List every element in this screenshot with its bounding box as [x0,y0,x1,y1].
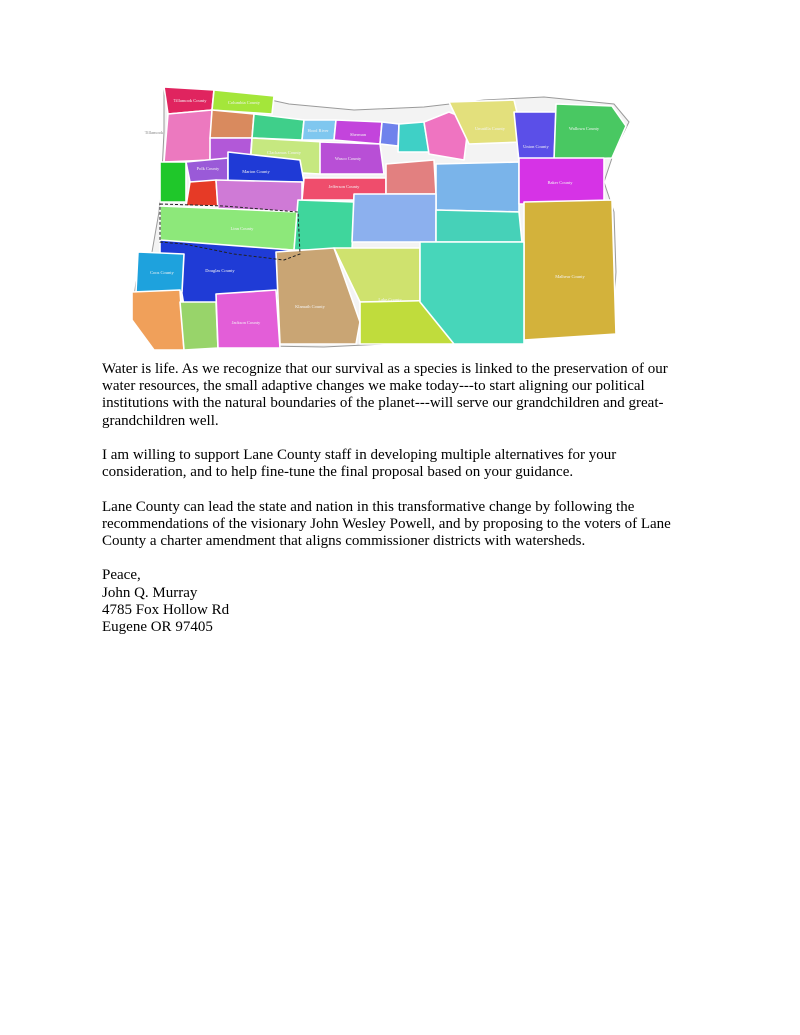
region-union [514,112,556,162]
label-jackson: Jackson County [231,320,261,325]
region-jackson [216,290,280,348]
signature-block [102,567,702,636]
letter-body [102,361,702,636]
region-wallowa [554,104,626,160]
label-malheur: Malheur County [555,274,585,279]
region-benton [186,180,218,206]
paragraph-support: I am willing to support Lane County staff in developing multiple alternatives for your consideration, and to help fine-tune the final proposal based on your guidance. [102,447,617,481]
label-douglas: Douglas County [205,268,235,273]
closing: Peace, [102,567,141,584]
label-klamath: Klamath County [295,304,325,309]
label-columbia: Columbia County [227,100,261,105]
label-wallowa: Wallowa County [568,126,600,131]
label-hood-river: Hood River [307,128,329,133]
region-linn [216,180,302,212]
region-gilliam [380,122,399,146]
label-wasco: Wasco County [334,156,362,161]
label-polk: Polk County [196,166,220,171]
oregon-county-map [124,82,634,358]
region-harney-upper [436,210,522,242]
label-clackamas: Clackamas County [266,150,302,155]
label-baker: Baker County [547,180,573,185]
region-josephine [180,302,218,350]
sender-name: John Q. Murray [102,584,198,601]
label-marion: Marion County [242,169,270,174]
region-deschutes [352,194,436,242]
region-grant [436,162,519,212]
region-washington [210,110,254,138]
label-union: Union County [523,144,549,149]
label-jefferson: Jefferson County [328,184,360,189]
paragraph-water: Water is life. As we recognize that our survival as a species is linked to the preservation of our water resources, the small adaptive changes we make today---to start aligning our political institutions with the natural boundaries of the planet---will serve our grandchildren and great-grandchildren well. [102,361,668,429]
sender-street: 4785 Fox Hollow Rd [102,601,230,618]
label-sherman: Sherman [350,132,366,137]
region-crook-upper [386,160,436,194]
label-coos: Coos County [150,270,174,275]
region-malheur [524,200,616,340]
label-tillamook: Tillamook County [173,98,207,103]
label-linn: Linn County [230,226,254,231]
label-umatilla: Umatilla County [474,126,506,131]
region-tillamook [164,110,212,162]
paragraph-lane-county: Lane County can lead the state and nation in this transformative change by following the recommendations of the visionary John Wesley Powell, and by proposing to the voters of Lane County a charter amendment that aligns commissioner districts with watersheds. [102,498,671,549]
sender-city: Eugene OR 97405 [102,618,213,635]
region-north-coast-green [160,162,186,202]
region-curry [132,290,184,350]
label-lake: Lake County [378,297,402,302]
label-tillamook-left: Tillamook [144,130,164,135]
region-deschutes-west [294,200,354,250]
